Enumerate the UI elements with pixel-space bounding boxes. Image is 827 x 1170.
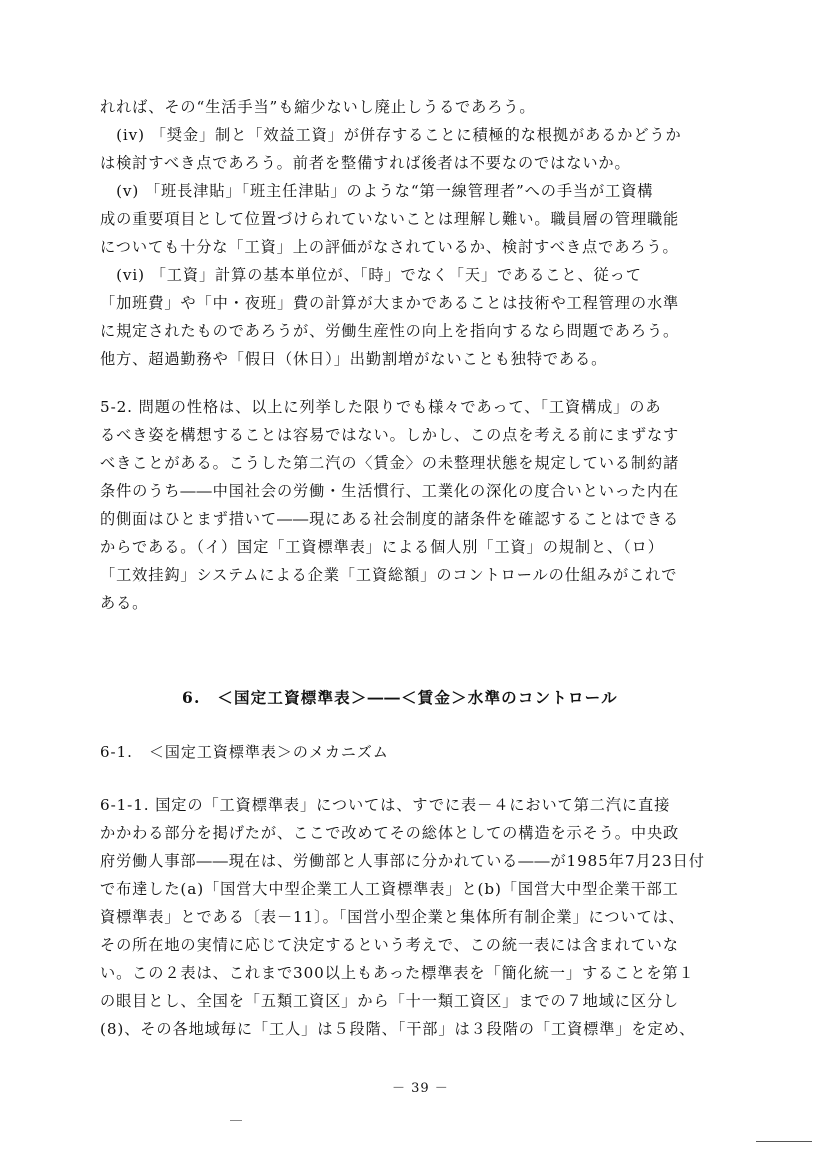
text-line: は検討すべき点であろう。前者を整備すれば後者は不要なのではないか。 [100,154,631,172]
text-line: れれば、その“生活手当”も縮少ないし廃止しうるであろう。 [100,98,536,116]
text-line: に規定されたものであろうが、労働生産性の向上を指向するなら問題であろう。 [100,322,680,340]
text-line: 6-1-1. 国定の「工資標準表」については、すでに表－４において第二汽に直接 [100,796,671,814]
text-line: 成の重要項目として位置づけられていないことは理解し難い。職員層の管理職能 [100,210,680,228]
scan-artifact [230,1120,242,1121]
text-line: い。この２表は、これまで300以上もあった標準表を「簡化統一」することを第１ [100,964,695,982]
scan-artifact [756,1141,812,1142]
section-6-heading: 6. ＜国定工資標準表＞――＜賃金＞水準のコントロール [182,688,618,707]
text-line: 府労働人事部――現在は、労働部と人事部に分かれている――が1985年7月23日付 [100,852,705,870]
text-line: かかわる部分を掲げたが、ここで改めてその総体としての構造を示そう。中央政 [100,824,680,842]
text-line: ある。 [100,594,149,612]
text-line: べきことがある。こうした第二汽の〈賃金〉の未整理状態を規定している制約諸 [100,454,680,472]
section-6-1-heading: 6-1. ＜国定工資標準表＞のメカニズム [100,743,389,761]
text-line: (vi) 「工資」計算の基本単位が、「時」でなく「天」であること、従って [100,266,642,284]
text-line: についても十分な「工資」上の評価がなされているか、検討すべき点であろう。 [100,238,679,256]
text-line: 5-2. 問題の性格は、以上に列挙した限りでも様々であって、「工資構成」のあ [100,398,662,416]
text-line: 的側面はひとまず措いて――現にある社会制度的諸条件を確認することはできる [100,510,680,528]
text-line: 資標準表」とである〔表－11〕。「国営小型企業と集体所有制企業」については、 [100,908,685,926]
text-line: るべき姿を構想することは容易ではない。しかし、この点を考える前にまずなす [100,426,680,444]
text-line: 「工效挂鈎」システムによる企業「工資総額」のコントロールの仕組みがこれで [100,566,678,584]
text-line: 他方、超過勤務や「假日（休日）」出勤割増がないことも独特である。 [100,350,608,368]
text-line: からである。（イ）国定「工資標準表」による個人別「工資」の規制と、（ロ） [100,538,664,556]
text-line: 条件のうち――中国社会の労働・生活慣行、工業化の深化の度合いといった内在 [100,482,680,500]
text-line: その所在地の実情に応じて決定するという考えで、この統一表には含まれていな [100,936,679,954]
text-line: (8)、その各地域毎に「工人」は５段階、「干部」は３段階の「工資標準」を定め、 [100,1020,696,1038]
text-line: (v) 「班長津貼」「班主任津貼」のような“第一線管理者”への手当が工資構 [100,182,654,200]
page-number: － 39 － [392,1081,449,1096]
text-line: (iv) 「奨金」制と「效益工資」が併存することに積極的な根拠があるかどうか [100,126,682,144]
text-line: の眼目とし、全国を「五類工資区」から「十一類工資区」までの７地域に区分し [100,992,680,1010]
text-line: で布達した(a)「国営大中型企業工人工資標準表」と(b)「国営大中型企業干部工 [100,880,679,898]
text-line: 「加班費」や「中・夜班」費の計算が大まかであることは技術や工程管理の水準 [100,294,680,312]
